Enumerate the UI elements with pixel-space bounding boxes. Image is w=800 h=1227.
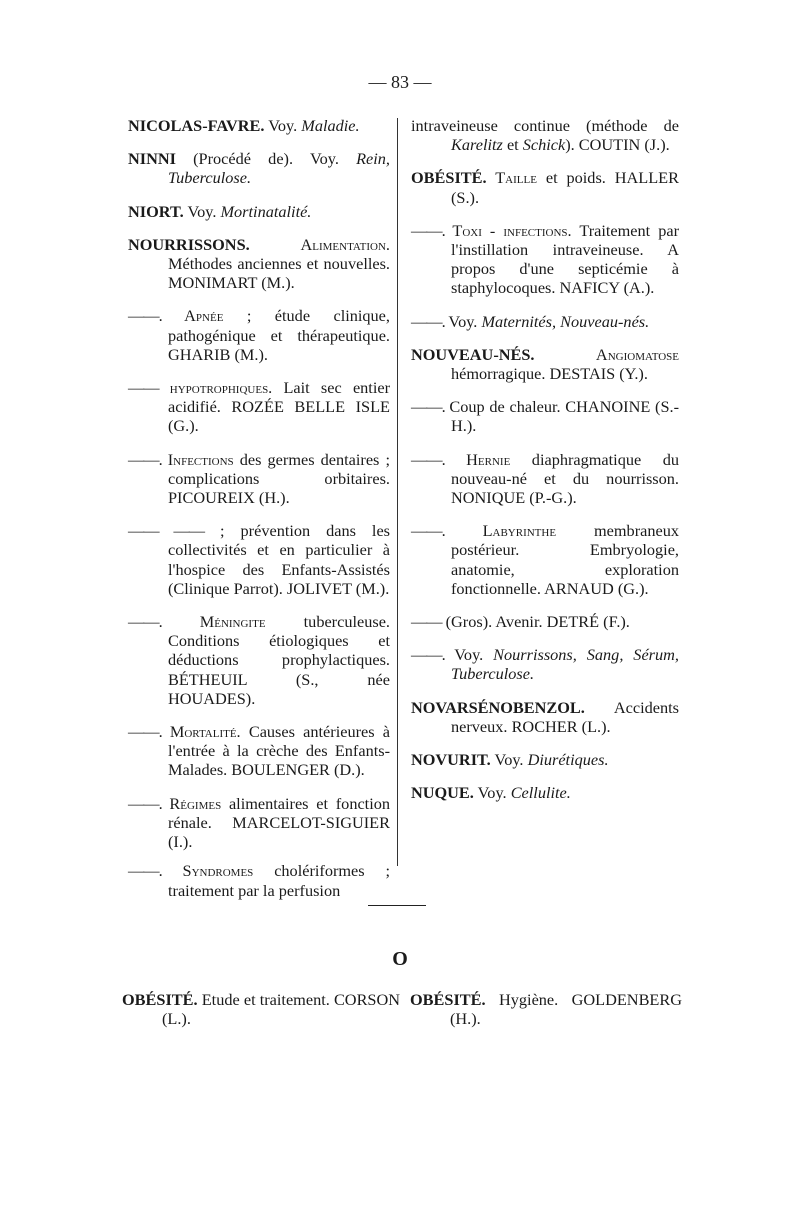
index-entry: ——. Régimes alimentaires et fonction rénale. MARCELOT-SIGUIER (I.). <box>128 793 391 852</box>
index-entry: NOUVEAU-NÉS. Angiomatose hémorragique. DESTAIS (Y.). <box>411 344 679 384</box>
index-entry: OBÉSITÉ. Etude et traitement. CORSON (L.). <box>122 990 400 1029</box>
index-entry-continuation: intraveineuse continue (méthode de Karelitz et Schick). COUTIN (J.). <box>411 116 679 155</box>
index-entry: ——. Mortalité. Causes antérieures à l'entrée à la crèche des Enfants-Malades. BOULENGER (D.). <box>128 722 390 780</box>
index-entry: ——. Toxi - infections. Traitement par l'instillation intraveineuse. A propos d'une septicémie à staphylocoques. NAFICY (A.). <box>411 220 679 298</box>
index-entry: NOURRISSONS. Alimentation. Méthodes anciennes et nouvelles. MONIMART (M.). <box>128 234 390 293</box>
index-entry: ——. Voy. Maternités, Nouveau-nés. <box>411 311 650 331</box>
index-entry: ——. Méningite tuberculeuse. Conditions étiologiques et déductions prophylactiques. BÉTHEUIL (S., née HOUADES). <box>128 612 390 708</box>
left-column <box>128 116 390 914</box>
index-entry: ——. Infections des germes dentaires ; complications orbitaires. PICOUREIX (H.). <box>128 449 390 508</box>
page-number: — 83 — <box>368 72 432 92</box>
index-entry: ——. Apnée ; étude clinique, pathogénique et thérapeutique. GHARIB (M.). <box>128 306 390 364</box>
index-entry: ——. Voy. Nourrissons, Sang, Sérum, Tuberculose. <box>411 645 679 684</box>
index-entry: NIORT. Voy. Mortinatalité. <box>128 201 312 221</box>
index-entry: NUQUE. Voy. Cellulite. <box>411 783 571 803</box>
index-entry: —— hypotrophiques. Lait sec entier acidifié. ROZÉE BELLE ISLE (G.). <box>128 378 391 436</box>
column-divider <box>397 118 398 866</box>
index-entry: —— —— ; prévention dans les collectivités et en particulier à l'hospice des Enfants-Assistés (Clinique Parrot). JOLIVET (M.). <box>128 521 391 598</box>
bottom-left-column <box>122 990 400 1042</box>
section-rule <box>368 905 426 906</box>
index-entry: —— (Gros). Avenir. DETRÉ (F.). <box>411 612 630 632</box>
index-entry: ——. Syndromes cholériformes ; traitement par la perfusion <box>128 861 391 900</box>
section-letter: O <box>392 948 408 970</box>
index-entry: NINNI (Procédé de). Voy. Rein, Tuberculose. <box>128 149 390 188</box>
index-entry: ——. Hernie diaphragmatique du nouveau-né et du nourrisson. NONIQUE (P.-G.). <box>411 449 679 508</box>
index-entry: NOVURIT. Voy. Diurétiques. <box>411 750 609 770</box>
index-entry: NICOLAS-FAVRE. Voy. Maladie. <box>128 116 360 135</box>
index-entry: ——. Labyrinthe membraneux postérieur. Embryologie, anatomie, exploration fonctionnelle. ARNAUD (G.). <box>411 521 679 598</box>
index-entry: NOVARSÉNOBENZOL. Accidents nerveux. ROCHER (L.). <box>411 697 679 736</box>
bottom-right-column <box>410 990 682 1042</box>
index-entry: OBÉSITÉ. Hygiène. GOLDENBERG (H.). <box>410 990 682 1029</box>
right-column <box>411 116 679 816</box>
index-entry: ——. Coup de chaleur. CHANOINE (S.-H.). <box>411 397 679 436</box>
index-entry: OBÉSITÉ. Taille et poids. HALLER (S.). <box>411 168 679 207</box>
